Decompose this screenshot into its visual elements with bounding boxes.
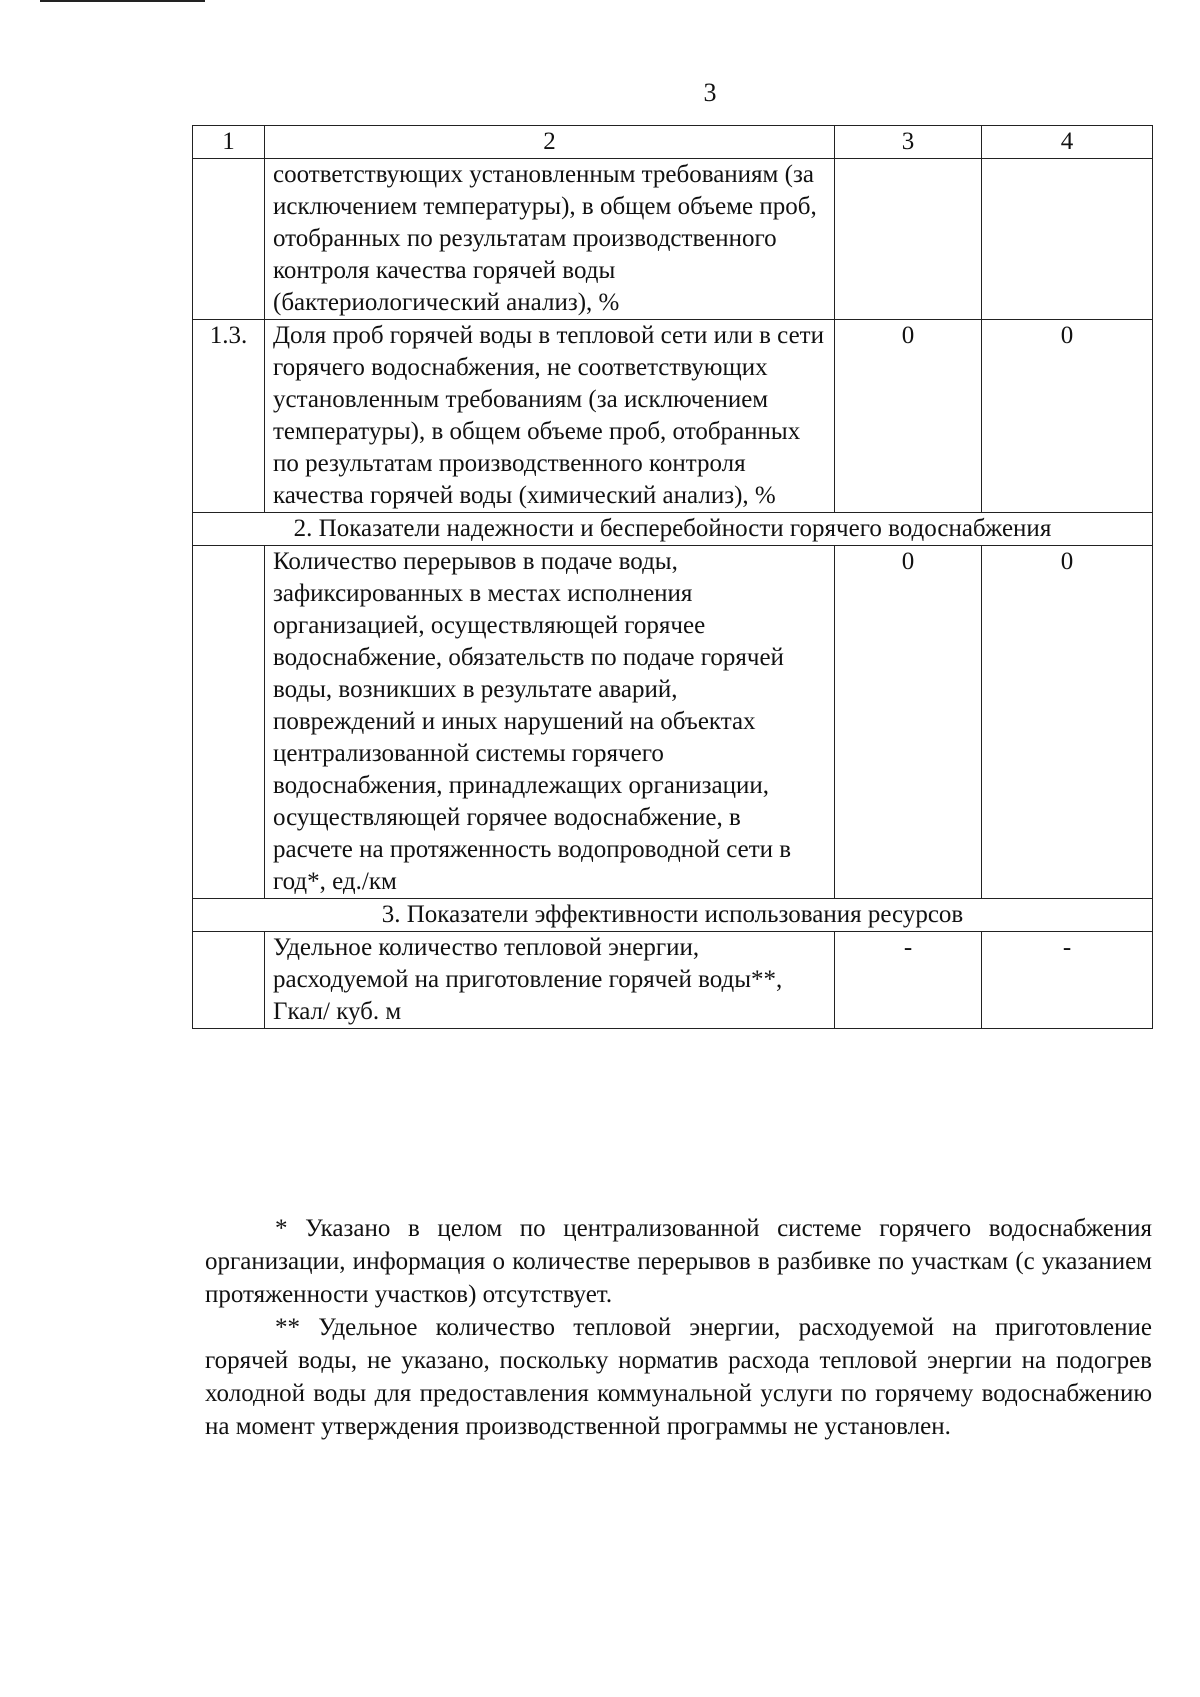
row-number — [193, 932, 265, 1029]
table-row — [193, 932, 1153, 1029]
header-cell-4: 4 — [982, 126, 1153, 159]
row-value-col3 — [835, 159, 982, 320]
section-row — [193, 899, 1153, 932]
row-number — [193, 159, 265, 320]
table-row — [193, 320, 1153, 513]
page-number: 3 — [703, 78, 717, 107]
row-number — [193, 546, 265, 899]
row-value-col4 — [982, 159, 1153, 320]
section-row — [193, 513, 1153, 546]
header-cell-2: 2 — [265, 126, 835, 159]
section-title: 2. Показатели надежности и бесперебойности горячего водоснабжения — [193, 513, 1153, 546]
indicators-table-wrap — [192, 125, 1152, 1029]
row-value-col3: 0 — [835, 546, 982, 899]
table-row — [193, 159, 1153, 320]
row-description: Количество перерывов в подаче воды, зафиксированных в местах исполнения организацией, осуществляющей горячее водоснабжение, обязательств по подаче горячей воды, возникших в результате аварий, повреждений и иных нарушений на объектах централизованной системы горячего водоснабжения, принадлежащих организации, осуществляющей горячее водоснабжение, в расчете на протяженность водопроводной сети в год*, ед./км — [265, 546, 835, 899]
top-rule — [40, 0, 205, 2]
indicators-table — [192, 125, 1153, 1029]
row-value-col4: 0 — [982, 320, 1153, 513]
row-value-col3: 0 — [835, 320, 982, 513]
footnote-2: ** Удельное количество тепловой энергии, расходуемой на приготовление горячей воды, не указано, поскольку норматив расхода тепловой энергии на подогрев холодной воды для предоставления коммунальной услуги по горячему водоснабжению на момент утверждения производственной программы не установлен. — [205, 1314, 1152, 1440]
footnotes — [205, 1212, 1152, 1443]
header-cell-3: 3 — [835, 126, 982, 159]
row-value-col4: 0 — [982, 546, 1153, 899]
row-number: 1.3. — [193, 320, 265, 513]
row-value-col4: - — [982, 932, 1153, 1029]
table-row — [193, 546, 1153, 899]
header-cell-1: 1 — [193, 126, 265, 159]
table-header-row — [193, 126, 1153, 159]
row-description: Доля проб горячей воды в тепловой сети или в сети горячего водоснабжения, не соответствующих установленным требованиям (за исключением температуры), в общем объеме проб, отобранных по результатам производственного контроля качества горячей воды (химический анализ), % — [265, 320, 835, 513]
section-title: 3. Показатели эффективности использования ресурсов — [193, 899, 1153, 932]
row-description: соответствующих установленным требованиям (за исключением температуры), в общем объеме проб, отобранных по результатам производственного контроля качества горячей воды (бактериологический анализ), % — [265, 159, 835, 320]
footnote-1: * Указано в целом по централизованной системе горячего водоснабжения организации, информация о количестве перерывов в разбивке по участкам (с указанием протяженности участков) отсутствует. — [205, 1215, 1152, 1308]
row-value-col3: - — [835, 932, 982, 1029]
row-description: Удельное количество тепловой энергии, расходуемой на приготовление горячей воды**, Гкал/ куб. м — [265, 932, 835, 1029]
